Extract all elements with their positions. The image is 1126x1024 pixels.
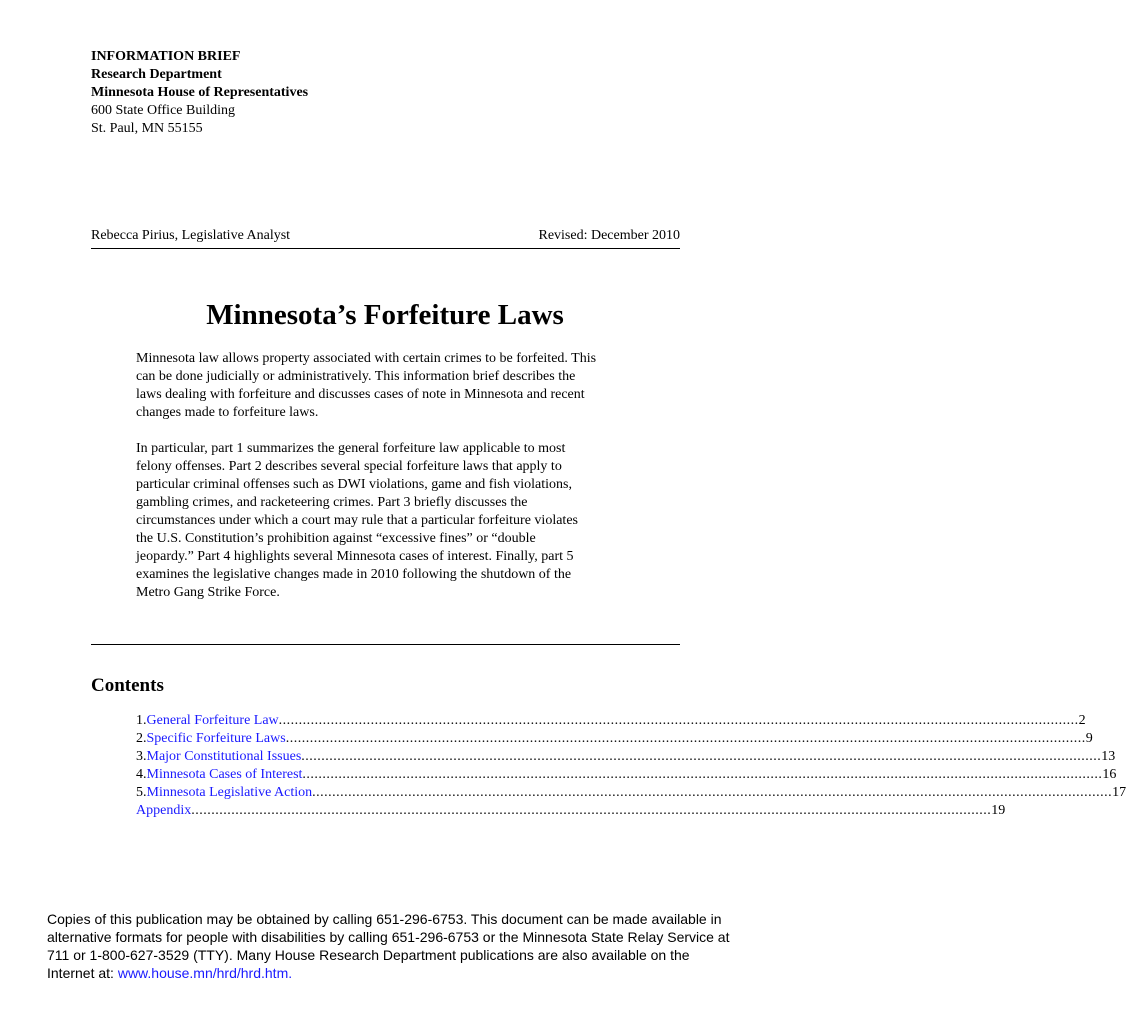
toc-entry-minnesota-cases-of-interest[interactable] xyxy=(136,766,1117,784)
toc-number: 4. xyxy=(136,767,147,782)
toc-page: 19 xyxy=(991,803,1006,818)
department: Research Department xyxy=(91,67,222,82)
revised-date: Revised: December 2010 xyxy=(538,228,680,243)
footer-line: Copies of this publication may be obtained by calling 651-296-6753. This document can be made available in xyxy=(47,911,722,927)
footer-internet-label: Internet at: xyxy=(47,965,118,981)
toc-leader: ........................................................................................................................................................................................................ xyxy=(312,785,1113,800)
paragraph-line: In particular, part 1 summarizes the general forfeiture law applicable to most xyxy=(136,441,566,456)
paragraph-line: jeopardy.” Part 4 highlights several Minnesota cases of interest. Finally, part 5 xyxy=(136,549,574,564)
toc-leader: ........................................................................................................................................................................................................ xyxy=(301,749,1102,764)
document-title: Minnesota’s Forfeiture Laws xyxy=(206,299,564,331)
paragraph-line: gambling crimes, and racketeering crimes. Part 3 briefly discusses the xyxy=(136,495,528,510)
footer-line: 711 or 1-800-627-3529 (TTY). Many House Research Department publications are also available on the xyxy=(47,947,690,963)
toc-link[interactable]: General Forfeiture Law xyxy=(146,713,279,728)
divider-top xyxy=(91,248,680,249)
paragraph-line: particular criminal offenses such as DWI violations, game and fish violations, xyxy=(136,477,572,492)
toc-number: 2. xyxy=(136,731,147,746)
intro-paragraph-2 xyxy=(136,440,636,602)
paragraph-line: the U.S. Constitution’s prohibition against “excessive fines” or “double xyxy=(136,531,536,546)
toc-link[interactable]: Specific Forfeiture Laws xyxy=(146,731,286,746)
footer-line-internet xyxy=(47,964,737,982)
toc-page: 2 xyxy=(1078,713,1086,728)
toc-link[interactable]: Minnesota Legislative Action xyxy=(146,785,313,800)
website-link-period: . xyxy=(288,965,293,981)
toc-entry-major-constitutional-issues[interactable] xyxy=(136,748,1116,766)
paragraph-line: circumstances under which a court may rule that a particular forfeiture violates xyxy=(136,513,578,528)
header-block xyxy=(91,48,308,138)
toc-entry-appendix[interactable] xyxy=(136,802,1006,820)
paragraph-line: can be done judicially or administratively. This information brief describes the xyxy=(136,369,576,384)
doc-type: INFORMATION BRIEF xyxy=(91,49,241,64)
paragraph-line: examines the legislative changes made in 2010 following the shutdown of the xyxy=(136,567,572,582)
paragraph-line: changes made to forfeiture laws. xyxy=(136,405,319,420)
toc-page: 16 xyxy=(1102,767,1117,782)
divider-contents xyxy=(91,644,680,645)
toc-number: 1. xyxy=(136,713,147,728)
table-of-contents xyxy=(136,712,1126,820)
footer-notice xyxy=(47,910,737,982)
paragraph-line: laws dealing with forfeiture and discusses cases of note in Minnesota and recent xyxy=(136,387,585,402)
toc-page: 13 xyxy=(1101,749,1116,764)
toc-leader: ........................................................................................................................................................................................................ xyxy=(285,731,1086,746)
toc-number: 3. xyxy=(136,749,147,764)
toc-link[interactable]: Minnesota Cases of Interest xyxy=(146,767,303,782)
toc-number: 5. xyxy=(136,785,147,800)
toc-entry-specific-forfeiture-laws[interactable] xyxy=(136,730,1093,748)
toc-entry-general-forfeiture-law[interactable] xyxy=(136,712,1086,730)
toc-page: 17 xyxy=(1112,785,1126,800)
footer-line: alternative formats for people with disabilities by calling 651-296-6753 or the Minnesota State Relay Service at xyxy=(47,929,730,945)
toc-entry-minnesota-legislative-action[interactable] xyxy=(136,784,1126,802)
intro-paragraph-1 xyxy=(136,350,636,422)
paragraph-line: Metro Gang Strike Force. xyxy=(136,585,280,600)
author: Rebecca Pirius, Legislative Analyst xyxy=(91,228,291,243)
toc-leader: ........................................................................................................................................................................................................ xyxy=(302,767,1103,782)
address-line-2: St. Paul, MN 55155 xyxy=(91,121,203,136)
toc-page: 9 xyxy=(1085,731,1093,746)
website-link[interactable]: www.house.mn/hrd/hrd.htm xyxy=(117,965,289,981)
contents-heading: Contents xyxy=(91,675,164,696)
toc-leader: ........................................................................................................................................................................................................ xyxy=(191,803,992,818)
paragraph-line: Minnesota law allows property associated with certain crimes to be forfeited. This xyxy=(136,351,597,366)
paragraph-line: felony offenses. Part 2 describes several special forfeiture laws that apply to xyxy=(136,459,562,474)
toc-link[interactable]: Major Constitutional Issues xyxy=(146,749,302,764)
toc-leader: ........................................................................................................................................................................................................ xyxy=(278,713,1079,728)
organization: Minnesota House of Representatives xyxy=(91,85,309,100)
address-line-1: 600 State Office Building xyxy=(91,103,235,118)
toc-link[interactable]: Appendix xyxy=(136,803,192,818)
